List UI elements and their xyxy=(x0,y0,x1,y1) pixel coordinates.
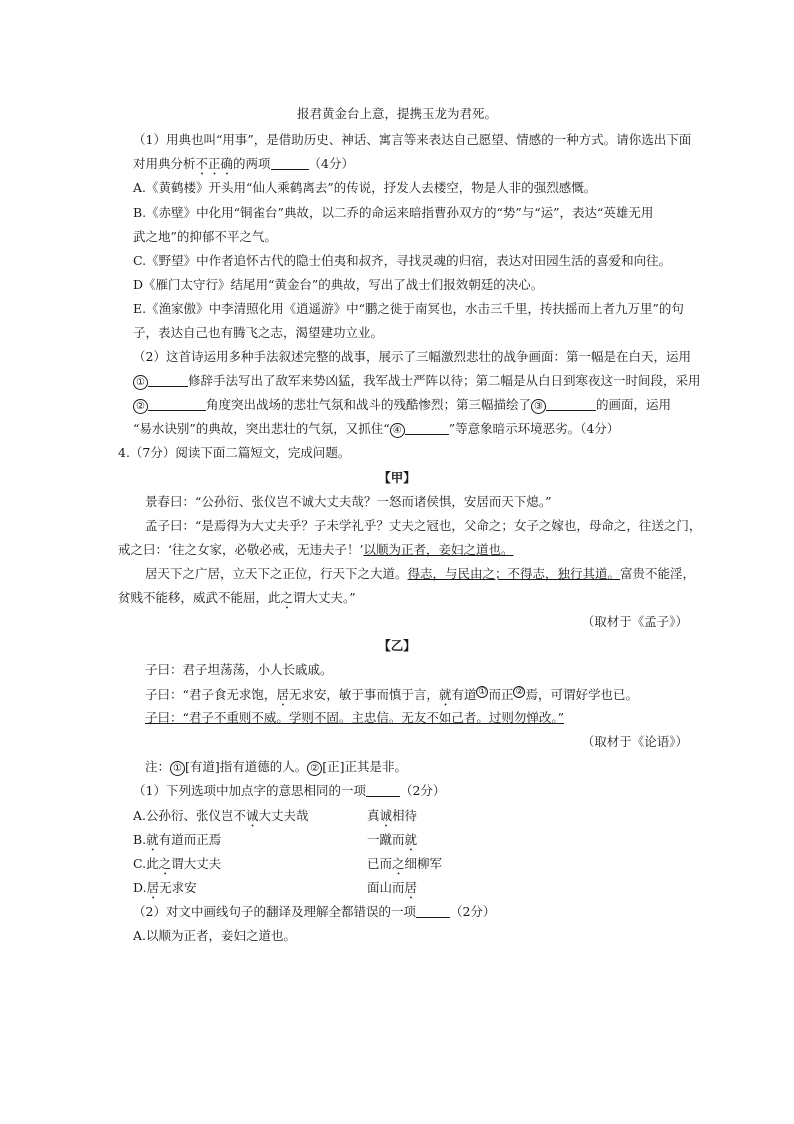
q4-sub2-question xyxy=(133,904,495,920)
passage-jia-line1: 景春曰：“公孙衍、张仪岂不诚大丈夫哉？一怒而诸侯惧，安居而天下熄。” xyxy=(145,494,552,509)
q4-sub1-option-a xyxy=(133,808,309,830)
passage-jia-text-5b: 谓大丈夫。” xyxy=(293,590,356,605)
emphasis-char: 之 xyxy=(392,856,405,871)
emphasis-char-2: 就 xyxy=(438,687,452,702)
blank-number-1: ① xyxy=(133,375,148,390)
answer-blank-3[interactable] xyxy=(546,398,596,411)
note-text-1: [有道]指有道德的人。 xyxy=(185,759,308,774)
answer-blank[interactable] xyxy=(366,784,400,797)
q4-sub2-score: （2分） xyxy=(449,904,496,919)
q3-option-b-line2: 武之地”的抑郁不平之气。 xyxy=(133,229,277,244)
q3-sub2-text-c-end: 的画面，运用 xyxy=(596,397,672,412)
note-marker-2: ② xyxy=(515,687,524,697)
q3-option-e-line1: E.《渔家傲》中李清照化用《逍遥游》中“鹏之徙于南冥也，水击三千里，抟扶摇而上者九万里”的句 xyxy=(133,301,684,316)
option-text: D. xyxy=(133,880,147,895)
emphasis-char: 居 xyxy=(276,687,289,702)
answer-blank-2[interactable] xyxy=(148,398,206,411)
q4-sub1-score: （2分） xyxy=(399,783,446,798)
emphasis-char: 居 xyxy=(146,880,160,895)
emphasis-char: 就 xyxy=(404,832,418,847)
q3-sub2-line-a: （2）这首诗运用多种手法叙述完整的战事，展示了三幅激烈悲壮的战争画面：第一幅是在白天，运用 xyxy=(133,349,691,364)
passage-yi-line2 xyxy=(145,686,638,709)
compare-text: 真 xyxy=(367,808,380,823)
poem-last-line: 报君黄金台上意，提携玉龙为君死。 xyxy=(296,106,497,121)
note-marker-1: ① xyxy=(478,687,487,697)
answer-blank[interactable] xyxy=(271,157,309,170)
q3-sub2-text-d: “易水诀别”的典故，突出悲壮的气氛，又抓住“ xyxy=(133,421,390,436)
q4-sub1-option-d-compare xyxy=(367,880,417,902)
underlined-sentence-3: 子曰：“君子不重则不威。学则不固。主忠信。无友不如己者。过则勿惮改。” xyxy=(145,710,565,725)
q3-option-b-line1: B.《赤壁》中化用“铜雀台”典故，以二乔的命运来暗指曹孙双方的“势”与“运”，表达“英雄无用 xyxy=(133,205,654,220)
passage-jia-line2: 孟子曰：“是焉得为大丈夫乎？子未学礼乎？丈夫之冠也，父命之；女子之嫁也，母命之，往送之门， xyxy=(145,518,702,533)
q3-sub1-text: 对用典分析 xyxy=(133,156,196,171)
option-text-b: 无求安 xyxy=(159,880,197,895)
compare-text-b: 相待 xyxy=(392,808,418,823)
passage-yi-source: （取材于《论语》） xyxy=(581,734,688,749)
passage-yi-line1: 子曰：君子坦荡荡，小人长戚戚。 xyxy=(145,662,333,677)
note-number-2: ② xyxy=(307,761,322,776)
q4-sub1-option-b xyxy=(133,832,221,854)
compare-text: 一蹴而 xyxy=(367,832,405,847)
passage-jia-text-4: 居天下之广居，立天下之正位，行天下之大道。 xyxy=(145,566,408,581)
note-label: 注： xyxy=(145,759,171,774)
emphasis-char: 诚 xyxy=(246,808,259,823)
emphasis-char: 就 xyxy=(146,832,159,847)
compare-text-b: 细柳军 xyxy=(404,856,443,871)
q3-sub1-emphasis: 不正确 xyxy=(195,156,234,171)
q3-sub1-score: （4分） xyxy=(308,156,354,171)
q4-sub1-question xyxy=(133,783,445,799)
note-text-2: [正]正其是非。 xyxy=(322,759,408,774)
q3-option-a: A.《黄鹤楼》开头用“仙人乘鹤离去”的传说，抒发人去楼空，物是人非的强烈感慨。 xyxy=(133,180,597,195)
q4-sub1-option-b-compare xyxy=(367,832,417,854)
emphasis-char: 居 xyxy=(404,880,418,895)
compare-text: 面山而 xyxy=(367,880,405,895)
passage-yi-text-d: 而正 xyxy=(488,687,514,702)
passage-jia-line3 xyxy=(118,542,513,558)
q3-option-e-line2: 子，表达自己也有腾飞之志，渴望建功立业。 xyxy=(133,325,384,340)
q4-sub1-option-a-compare xyxy=(367,808,417,830)
q4-sub1-option-d xyxy=(133,880,197,902)
q3-sub1-line-a: （1）用典也叫“用事”，是借助历史、神话、寓言等来表达自己愿望、情感的一种方式。请你选出下面 xyxy=(133,132,692,147)
passage-jia-title: 【甲】 xyxy=(378,470,416,485)
q4-sub1-option-c-compare xyxy=(367,856,442,878)
passage-yi-text-c: 有道 xyxy=(451,687,477,702)
q3-option-d: D《雁门太守行》结尾用“黄金台”的典故，写出了战士们报效朝廷的决心。 xyxy=(133,277,544,292)
annotation-note xyxy=(145,759,407,776)
passage-jia-source: （取材于《孟子》） xyxy=(581,614,688,629)
q3-sub2-text-d-end: ”等意象暗示环境恶劣。（4分） xyxy=(448,421,620,436)
q4-heading: 4.（7分）阅读下面二篇短文，完成问题。 xyxy=(118,445,351,460)
option-text-b: 大丈夫哉 xyxy=(258,808,309,823)
blank-number-4: ④ xyxy=(390,423,405,438)
option-text: A.公孙衍、张仪岂不 xyxy=(133,808,247,823)
answer-blank-1[interactable] xyxy=(148,374,188,387)
q3-sub2-line-c xyxy=(133,397,671,414)
passage-jia-text-5: 贫贱不能移，威武不能屈，此 xyxy=(118,590,281,605)
q3-option-c: C.《野望》中作者追怀古代的隐士伯夷和叔齐，寻找灵魂的归宿，表达对田园生活的喜爱和向往。 xyxy=(133,253,672,268)
passage-jia-line5 xyxy=(118,590,356,612)
option-text: C.此 xyxy=(133,856,159,871)
q3-sub2-line-b xyxy=(133,373,701,390)
compare-text: 已而 xyxy=(367,856,393,871)
underlined-sentence-2: 得志，与民由之；不得志，独行其道。 xyxy=(407,566,621,581)
q3-sub1-text-2: 的两项 xyxy=(233,156,271,171)
note-number-1: ① xyxy=(170,761,185,776)
passage-jia-text: 戒之曰：‘往之女家，必敬必戒，无违夫子！’ xyxy=(118,542,364,557)
emphasis-char: 之 xyxy=(280,590,294,605)
option-text-b: 谓大丈夫 xyxy=(171,856,222,871)
blank-number-2: ② xyxy=(133,399,148,414)
q3-sub2-text-c: 角度突出战场的悲壮气氛和战斗的残酷惨烈；第三幅描绘了 xyxy=(206,397,532,412)
q3-sub1-line-b xyxy=(133,156,354,178)
emphasis-char: 诚 xyxy=(379,808,393,823)
option-text-b: 有道而正焉 xyxy=(158,832,222,847)
blank-number-3: ③ xyxy=(531,399,546,414)
q4-sub2-option-a: A.以顺为正者，妾妇之道也。 xyxy=(133,928,297,943)
answer-blank[interactable] xyxy=(416,905,450,918)
q3-sub2-text-b: 修辞手法写出了敌军来势凶猛，我军战士严阵以待；第二幅是从白日到寒夜这一时间段，采用 xyxy=(188,373,701,388)
option-text: B. xyxy=(133,832,147,847)
q4-sub2-text: （2）对文中画线句子的翻译及理解全都错误的一项 xyxy=(133,904,416,919)
passage-yi-title: 【乙】 xyxy=(378,638,416,653)
passage-yi-text-b: 无求安，敏于事而慎于言， xyxy=(288,687,439,702)
passage-yi-text-e: 焉，可谓好学也已。 xyxy=(525,687,638,702)
passage-yi-text: 子曰：“君子食无求饱， xyxy=(145,687,277,702)
passage-jia-text-4b: 富贵不能淫， xyxy=(620,566,696,581)
emphasis-char: 之 xyxy=(158,856,172,871)
q4-sub1-option-c xyxy=(133,856,221,878)
underlined-sentence-1: 以顺为正者，妾妇之道也。 xyxy=(363,542,514,557)
q4-sub1-text: （1）下列选项中加点字的意思相同的一项 xyxy=(133,783,366,798)
answer-blank-4[interactable] xyxy=(405,422,449,435)
q3-sub2-line-d xyxy=(133,421,619,438)
passage-jia-line4 xyxy=(145,566,695,582)
